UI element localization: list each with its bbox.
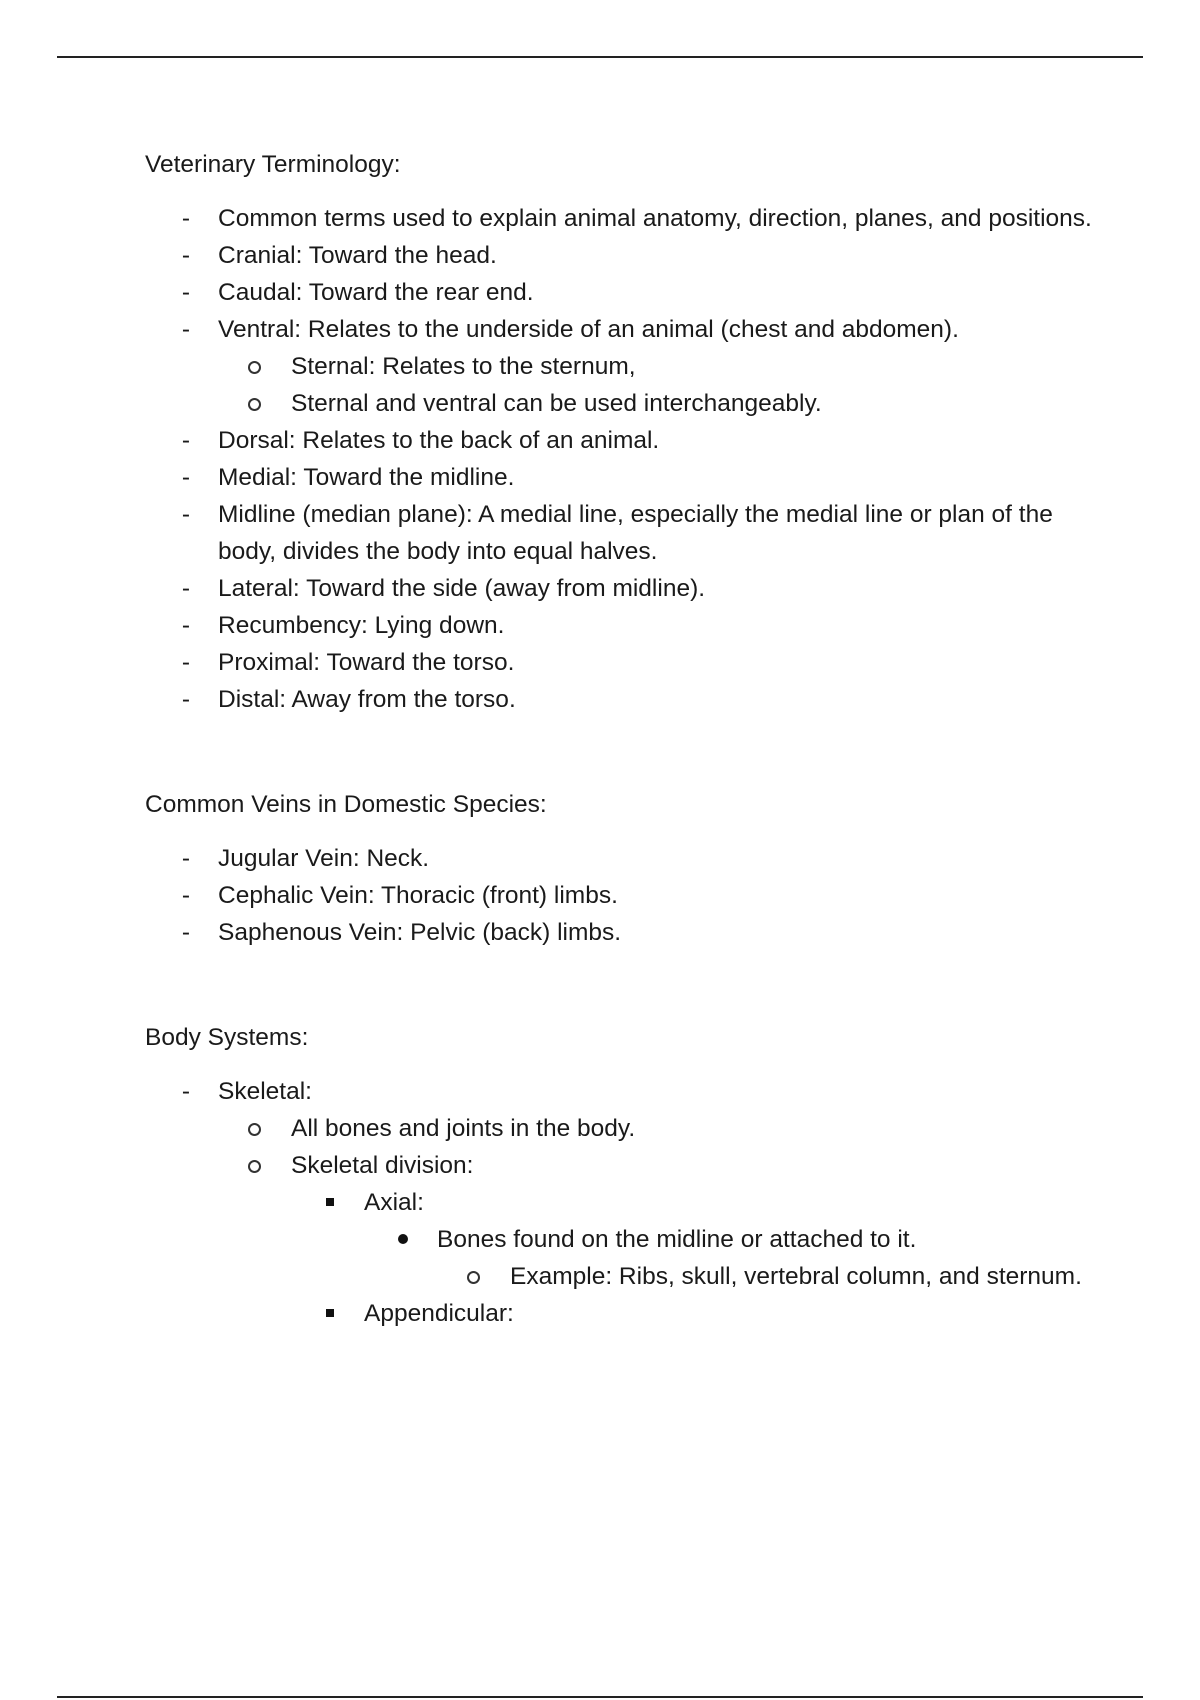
footer-rule xyxy=(57,1696,1143,1698)
dash-bullet: - xyxy=(181,464,191,491)
detail-item: Bones found on the midline or attached to it. Example: Ribs, skull, vertebral column, and sternum. xyxy=(364,1221,1095,1295)
list-item: - Medial: Toward the midline. xyxy=(145,459,1095,496)
section-veterinary-terminology xyxy=(145,146,1095,718)
list-item: - Lateral: Toward the side (away from midline). xyxy=(145,570,1095,607)
dash-bullet: - xyxy=(181,501,191,528)
axial-example-list xyxy=(437,1258,1095,1295)
dash-bullet: - xyxy=(181,427,191,454)
dash-bullet: - xyxy=(181,205,191,232)
filled-circle-bullet-icon xyxy=(398,1234,408,1244)
header-rule xyxy=(57,56,1143,58)
dash-bullet: - xyxy=(181,649,191,676)
list-item: - Recumbency: Lying down. xyxy=(145,607,1095,644)
dash-bullet: - xyxy=(181,612,191,639)
dash-bullet: - xyxy=(181,575,191,602)
sub-list-item: Sternal and ventral can be used interchangeably. xyxy=(218,385,1095,422)
hollow-circle-bullet-icon xyxy=(248,361,261,374)
list-item: - Ventral: Relates to the underside of an animal (chest and abdomen). Sternal: Relates to the sternum, Sternal and ventral can be used interchangeably. xyxy=(145,311,1095,422)
hollow-circle-bullet-icon xyxy=(248,1123,261,1136)
list-item: - Skeletal: All bones and joints in the body. Skeletal division: Axial: Bones found on the midline or attached to it. Example: Ribs, skull, vertebral column, and sternum. Appendicular: xyxy=(145,1073,1095,1332)
division-item-axial: Axial: Bones found on the midline or attached to it. Example: Ribs, skull, vertebral column, and sternum. xyxy=(291,1184,1095,1295)
section-heading: Body Systems: xyxy=(145,1024,309,1051)
body-systems-list xyxy=(145,1073,1095,1332)
dash-bullet: - xyxy=(181,686,191,713)
dash-bullet: - xyxy=(181,279,191,306)
axial-detail-list xyxy=(364,1221,1095,1295)
square-bullet-icon xyxy=(326,1198,334,1206)
document-body xyxy=(145,146,1095,1332)
hollow-circle-bullet-icon xyxy=(248,398,261,411)
dash-bullet: - xyxy=(181,316,191,343)
dash-bullet: - xyxy=(181,919,191,946)
list-item: - Cranial: Toward the head. xyxy=(145,237,1095,274)
dash-bullet: - xyxy=(181,242,191,269)
dash-bullet: - xyxy=(181,1078,191,1105)
list-item: - Common terms used to explain animal anatomy, direction, planes, and positions. xyxy=(145,200,1095,237)
list-item: - Midline (median plane): A medial line, especially the medial line or plan of the body, divides the body into equal halves. xyxy=(145,496,1095,570)
section-heading: Common Veins in Domestic Species: xyxy=(145,791,547,818)
list-item: - Saphenous Vein: Pelvic (back) limbs. xyxy=(145,914,1095,951)
dash-bullet: - xyxy=(181,845,191,872)
skeletal-division-list xyxy=(291,1184,1095,1332)
section-heading: Veterinary Terminology: xyxy=(145,151,401,178)
division-item-appendicular: Appendicular: xyxy=(291,1295,1095,1332)
sub-list-item: Skeletal division: Axial: Bones found on the midline or attached to it. Example: Ribs, skull, vertebral column, and sternum. Appendicular: xyxy=(218,1147,1095,1332)
list-item: - Caudal: Toward the rear end. xyxy=(145,274,1095,311)
skeletal-sublist xyxy=(218,1110,1095,1332)
section-common-veins xyxy=(145,786,1095,951)
hollow-circle-bullet-icon xyxy=(467,1271,480,1284)
list-item: - Distal: Away from the torso. xyxy=(145,681,1095,718)
dash-bullet: - xyxy=(181,882,191,909)
hollow-circle-bullet-icon xyxy=(248,1160,261,1173)
section-body-systems xyxy=(145,1019,1095,1332)
list-item: - Proximal: Toward the torso. xyxy=(145,644,1095,681)
terminology-list xyxy=(145,200,1095,718)
sub-list-item: Sternal: Relates to the sternum, xyxy=(218,348,1095,385)
example-item: Example: Ribs, skull, vertebral column, and sternum. xyxy=(437,1258,1095,1295)
list-item: - Cephalic Vein: Thoracic (front) limbs. xyxy=(145,877,1095,914)
ventral-sublist xyxy=(218,348,1095,422)
sub-list-item: All bones and joints in the body. xyxy=(218,1110,1095,1147)
square-bullet-icon xyxy=(326,1309,334,1317)
veins-list xyxy=(145,840,1095,951)
list-item: - Jugular Vein: Neck. xyxy=(145,840,1095,877)
list-item: - Dorsal: Relates to the back of an animal. xyxy=(145,422,1095,459)
